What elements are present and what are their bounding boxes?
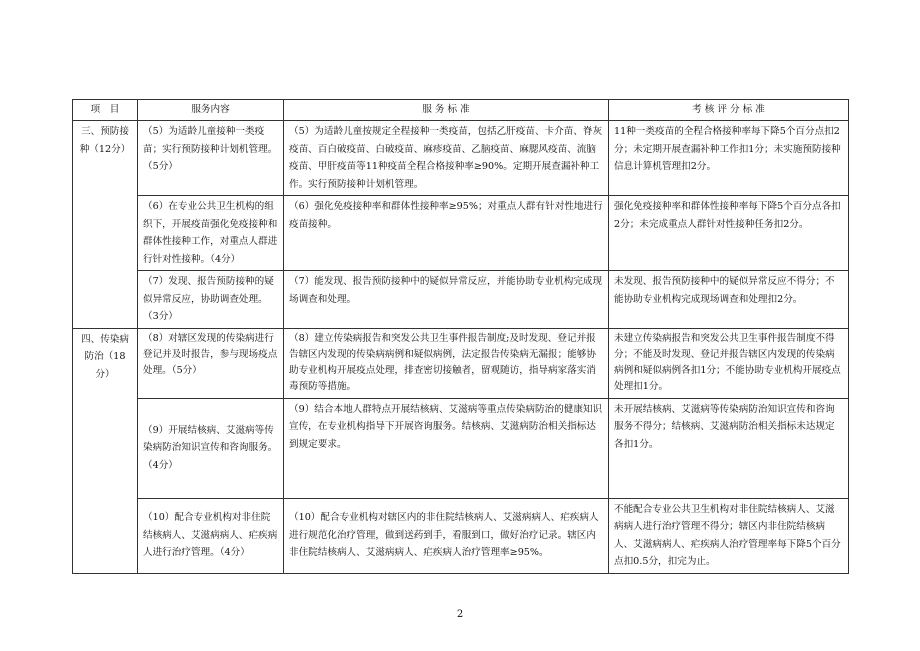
scoring-standard-cell: 未建立传染病报告和突发公共卫生事件报告制度不得分；不能及时发现、登记并报告辖区内发现的传染病病例和疑似病例各扣1分；不能协助专业机构开展疫点处理扣1分。 [609,328,849,398]
header-service-content: 服务内容 [138,100,284,121]
table-row [73,328,849,398]
page-number: 2 [456,609,464,620]
service-content-cell: （9）开展结核病、艾滋病等传染病防治知识宣传和咨询服务。（4分） [138,398,284,498]
header-item: 项 目 [73,100,138,121]
table-row [73,398,849,498]
table-row [73,498,849,573]
scoring-standard-cell: 未发现、报告预防接种中的疑似异常反应不得分；不能协助专业机构完成现场调查和处理扣2分。 [609,271,849,329]
service-standard-cell: （7）能发现、报告预防接种中的疑似异常反应，并能协助专业机构完成现场调查和处理。 [284,271,609,329]
service-standard-cell: （6）强化免疫接种率和群体性接种率≥95%；对重点人群有针对性地进行疫苗接种。 [284,196,609,271]
table-row [73,121,849,196]
scoring-standard-cell: 未开展结核病、艾滋病等传染病防治知识宣传和咨询服务不得分；结核病、艾滋病防治相关指标未达规定各扣1分。 [609,398,849,498]
table-row [73,271,849,329]
service-standard-cell: （10）配合专业机构对辖区内的非住院结核病人、艾滋病病人、疟疾病人进行规范化治疗管理，做到送药到手，看服到口，做好治疗记录。辖区内非住院结核病人、艾滋病病人、疟疾病人治疗管理率≥95%。 [284,498,609,573]
header-scoring-standard: 考 核 评 分 标 准 [609,100,849,121]
scoring-standard-cell: 强化免疫接种率和群体性接种率每下降5个百分点各扣2分；未完成重点人群针对性接种任务扣2分。 [609,196,849,271]
service-content-cell: （7）发现、报告预防接种的疑似异常反应，协助调查处理。（3分） [138,271,284,329]
service-content-cell: （6）在专业公共卫生机构的组织下，开展疫苗强化免疫接种和群体性接种工作，对重点人群进行针对性接种。（4分） [138,196,284,271]
scoring-standard-cell: 不能配合专业公共卫生机构对非住院结核病人、艾滋病病人进行治疗管理不得分；辖区内非住院结核病人、艾滋病病人、疟疾病人治疗管理率每下降5个百分点扣0.5分，扣完为止。 [609,498,849,573]
category-immunization: 三、预防接种（12分） [73,121,138,329]
table-row [73,196,849,271]
table-header-row [73,100,849,121]
service-standard-cell: （5）为适龄儿童按规定全程接种一类疫苗，包括乙肝疫苗、卡介苗、脊灰疫苗、百白破疫苗、白破疫苗、麻疹疫苗、乙脑疫苗、麻腮风疫苗、流脑疫苗、甲肝疫苗等11种疫苗全程合格接种率≥90%。定期开展查漏补种工作。实行预防接种计划机管理。 [284,121,609,196]
service-standard-cell: （9）结合本地人群特点开展结核病、艾滋病等重点传染病防治的健康知识宣传，在专业机构指导下开展咨询服务。结核病、艾滋病防治相关指标达到规定要求。 [284,398,609,498]
service-standard-table [72,99,849,574]
category-infectious-disease: 四、传染病防治（18分） [73,328,138,573]
service-standard-cell: （8）建立传染病报告和突发公共卫生事件报告制度;及时发现、登记并报告辖区内发现的传染病病例和疑似病例，法定报告传染病无漏报；能够协助专业机构开展疫点处理，排查密切接触者，留观随访，指导病家落实消毒预防等措施。 [284,328,609,398]
header-service-standard: 服 务 标 准 [284,100,609,121]
service-content-cell: （10）配合专业机构对非住院结核病人、艾滋病病人、疟疾病人进行治疗管理。（4分） [138,498,284,573]
scoring-standard-cell: 11种一类疫苗的全程合格接种率每下降5个百分点扣2分；未定期开展查漏补种工作扣1分；未实施预防接种信息计算机管理扣2分。 [609,121,849,196]
service-content-cell: （8）对辖区发现的传染病进行登记并及时报告，参与现场疫点处理。（5分） [138,328,284,398]
service-content-cell: （5）为适龄儿童接种一类疫苗；实行预防接种计划机管理。（5分） [138,121,284,196]
